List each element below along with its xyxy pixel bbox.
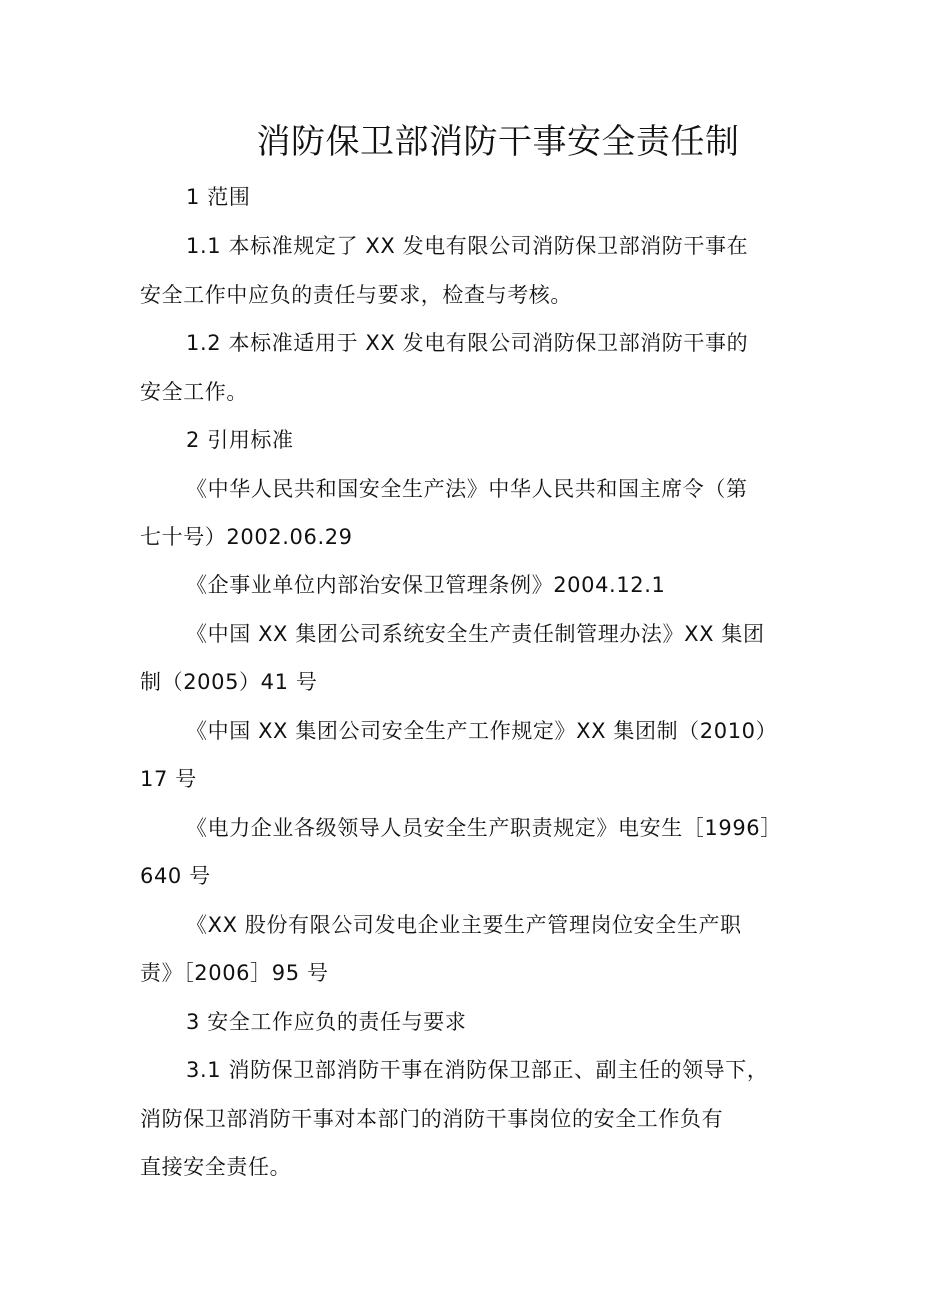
reference-5-line-2: 640 号 (140, 864, 211, 888)
reference-6-line-1: 《XX 股份有限公司发电企业主要生产管理岗位安全生产职 (186, 913, 742, 937)
reference-3-line-2: 制（2005）41 号 (140, 670, 318, 694)
clause-3-1-line-1: 3.1 消防保卫部消防干事在消防保卫部正、副主任的领导下， (186, 1058, 769, 1082)
section-1-heading: 1 范围 (186, 185, 251, 209)
reference-1-line-2: 七十号）2002.06.29 (140, 525, 353, 549)
clause-1-1-line-2: 安全工作中应负的责任与要求，检查与考核。 (140, 283, 572, 307)
reference-4-line-1: 《中国 XX 集团公司安全生产工作规定》XX 集团制（2010） (186, 719, 778, 743)
clause-3-1-line-3: 直接安全责任。 (140, 1155, 292, 1179)
reference-3-line-1: 《中国 XX 集团公司系统安全生产责任制管理办法》XX 集团 (186, 622, 765, 646)
document-title: 消防保卫部消防干事安全责任制 (256, 122, 740, 162)
reference-5-line-1: 《电力企业各级领导人员安全生产职责规定》电安生［1996］ (186, 816, 782, 840)
section-3-heading: 3 安全工作应负的责任与要求 (186, 1010, 467, 1034)
clause-1-1-line-1: 1.1 本标准规定了 XX 发电有限公司消防保卫部消防干事在 (186, 234, 749, 258)
section-2-heading: 2 引用标准 (186, 428, 294, 452)
clause-1-2-line-2: 安全工作。 (140, 380, 248, 404)
reference-2: 《企事业单位内部治安保卫管理条例》2004.12.1 (186, 573, 666, 597)
reference-4-line-2: 17 号 (140, 767, 197, 791)
clause-3-1-line-2: 消防保卫部消防干事对本部门的消防干事岗位的安全工作负有 (140, 1107, 724, 1131)
clause-1-2-line-1: 1.2 本标准适用于 XX 发电有限公司消防保卫部消防干事的 (186, 331, 749, 355)
reference-6-line-2: 责》［2006］95 号 (140, 961, 329, 985)
reference-1-line-1: 《中华人民共和国安全生产法》中华人民共和国主席令（第 (186, 477, 748, 501)
